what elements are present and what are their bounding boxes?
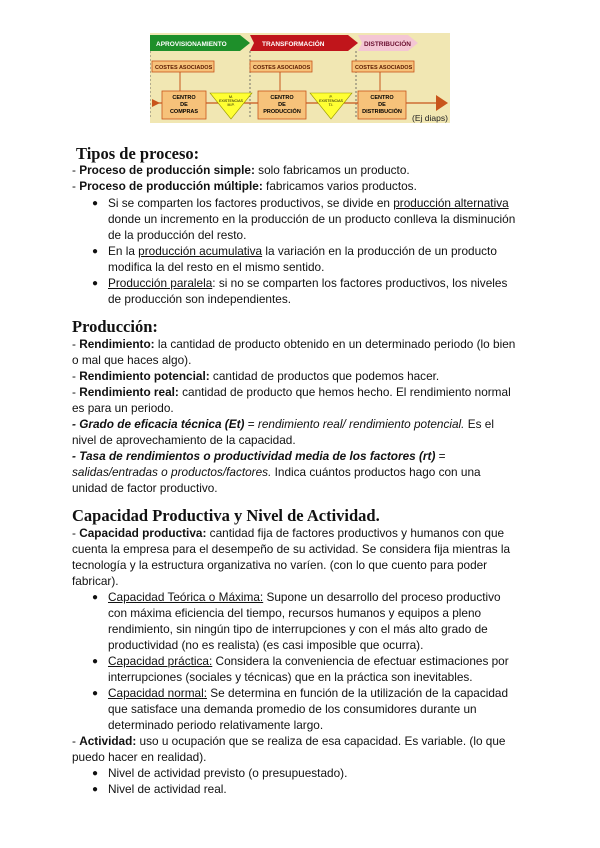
- centro-2-l3: PRODUCCIÓN: [263, 109, 301, 115]
- diagram-caption: (Ej diaps): [412, 113, 448, 123]
- stage-label-2: TRANSFORMACIÓN: [262, 41, 325, 48]
- line-tasa-rendimientos-3: unidad de factor productivo.: [72, 481, 218, 495]
- line-b3-2: de producción son independientes.: [108, 292, 291, 306]
- bullet-dot: ●: [92, 278, 99, 289]
- line-cap-normal-3: determinado periodo relativamente largo.: [108, 718, 324, 732]
- line-actividad-real: Nivel de actividad real.: [108, 782, 227, 796]
- line-proceso-simple: - Proceso de producción simple: solo fabricamos un producto.: [72, 163, 410, 177]
- line-rendimiento-potencial: - Rendimiento potencial: cantidad de productos que podemos hacer.: [72, 369, 440, 383]
- bullet-dot: ●: [92, 656, 99, 667]
- line-grado-eficacia: - Grado de eficacia técnica (Et) = rendimiento real/ rendimiento potencial. Es el: [72, 417, 494, 431]
- line-b1-2: donde un incremento en la producción de un producto conlleva la disminución: [108, 212, 516, 226]
- stock-1-l2: EXISTENCIAS: [219, 99, 243, 103]
- heading-produccion: Producción:: [72, 317, 158, 336]
- centro-2-l1: CENTRO: [270, 95, 294, 101]
- centro-1-l2: DE: [180, 102, 188, 108]
- line-cap-teorica-1: Capacidad Teórica o Máxima: Supone un desarrollo del proceso productivo: [108, 590, 501, 604]
- line-capacidad-2: cuenta la empresa para el desempeño de su actividad. Se considera fija mientras la: [72, 542, 511, 556]
- line-rendimiento: - Rendimiento: la cantidad de producto obtenido en un determinado periodo (lo bien: [72, 337, 516, 351]
- centro-3-l2: DE: [378, 102, 386, 108]
- line-tasa-rendimientos-2: salidas/entradas o productos/factores. Indica cuántos productos hago con una: [72, 465, 481, 479]
- costes-label-1: COSTES ASOCIADOS: [155, 65, 213, 71]
- line-b3-1: Producción paralela: si no se comparten los factores productivos, los niveles: [108, 276, 508, 290]
- line-proceso-multiple: - Proceso de producción múltiple: fabricamos varios productos.: [72, 179, 417, 193]
- diagram-svg: [150, 33, 450, 123]
- centro-2-l2: DE: [278, 102, 286, 108]
- line-cap-teorica-2: con máxima eficiencia del tiempo, recursos humanos y equipos a pleno: [108, 606, 482, 620]
- line-cap-practica-1: Capacidad práctica: Considera la conveniencia de efectuar estimaciones por: [108, 654, 509, 668]
- line-capacidad-3: tecnología y la estructura organizativa no varíen. (con lo que cuento para poder: [72, 558, 488, 572]
- line-b1-3: de la producción del resto.: [108, 228, 247, 242]
- line-b1-1: Si se comparten los factores productivos, se divide en producción alternativa: [108, 196, 509, 210]
- line-cap-normal-1: Capacidad normal: Se determina en función de la utilización de la capacidad: [108, 686, 509, 700]
- stock-2-l2: EXISTENCIAS: [319, 99, 343, 103]
- stock-1-l3: M.P.: [227, 103, 235, 107]
- line-actividad: - Actividad: uso u ocupación que se realiza de esa capacidad. Es variable. (lo que: [72, 734, 506, 748]
- heading-capacidad-productiva: Capacidad Productiva y Nivel de Actividad.: [72, 506, 380, 525]
- centro-1-l3: COMPRAS: [169, 109, 199, 115]
- stock-2-l1: P.: [329, 95, 333, 99]
- stock-2-l3: T.I.: [328, 103, 334, 107]
- stage-label-3: DISTRIBUCIÓN: [364, 41, 411, 48]
- line-capacidad-4: fabricar).: [72, 574, 119, 588]
- line-b2-1: En la producción acumulativa la variación en la producción de un producto: [108, 244, 497, 258]
- line-cap-normal-2: que satisface una demanda promedio de los consumidores durante un: [108, 702, 477, 716]
- bullet-dot: ●: [92, 246, 99, 257]
- heading-tipos-de-proceso: Tipos de proceso:: [76, 144, 200, 163]
- bullet-dot: ●: [92, 688, 99, 699]
- stock-1-l1: M.: [229, 95, 233, 99]
- line-tasa-rendimientos: - Tasa de rendimientos o productividad media de los factores (rt) =: [72, 449, 446, 463]
- centro-1-l1: CENTRO: [172, 95, 196, 101]
- line-rendimiento-real: - Rendimiento real: cantidad de producto que hemos hecho. El rendimiento normal: [72, 385, 511, 399]
- centro-3-l1: CENTRO: [370, 95, 394, 101]
- bullet-dot: ●: [92, 784, 99, 795]
- stage-label-1: APROVISIONAMIENTO: [156, 41, 227, 48]
- line-b2-2: modifica la del resto en el mismo sentido.: [108, 260, 325, 274]
- line-grado-eficacia-2: nivel de aprovechamiento de la capacidad.: [72, 433, 296, 447]
- costes-label-2: COSTES ASOCIADOS: [253, 65, 311, 71]
- line-cap-practica-2: interrupciones (sociales y técnicas) que en la práctica son inevitables.: [108, 670, 473, 684]
- bullet-dot: ●: [92, 768, 99, 779]
- line-capacidad-productiva: - Capacidad productiva: cantidad fija de factores productivos y humanos con que: [72, 526, 505, 540]
- process-flow-diagram: [150, 33, 450, 123]
- line-cap-teorica-3: rendimiento, sin ningún tipo de interrupciones y con el más alto grado de: [108, 622, 488, 636]
- line-rendimiento-real-2: es para un periodo.: [72, 401, 174, 415]
- line-rendimiento-2: o mal que haces algo).: [72, 353, 192, 367]
- costes-label-3: COSTES ASOCIADOS: [355, 65, 413, 71]
- line-actividad-prevista: Nivel de actividad previsto (o presupuestado).: [108, 766, 348, 780]
- line-cap-teorica-4: productividad (no es realista) (es casi imposible que ocurra).: [108, 638, 424, 652]
- line-actividad-2: puedo hacer en realidad).: [72, 750, 207, 764]
- bullet-dot: ●: [92, 198, 99, 209]
- bullet-dot: ●: [92, 592, 99, 603]
- centro-3-l3: DISTRIBUCIÓN: [362, 109, 402, 115]
